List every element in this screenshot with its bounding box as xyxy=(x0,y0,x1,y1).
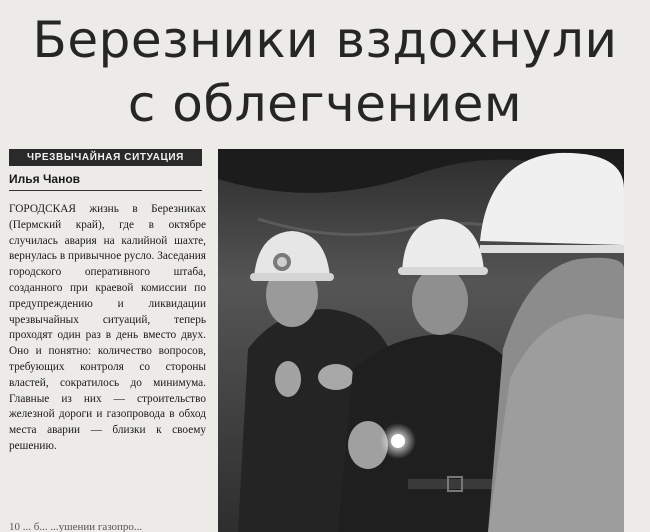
headline xyxy=(0,8,650,136)
headline-line-1: Березники вздохнули xyxy=(32,11,618,69)
author-byline: Илья Чанов xyxy=(9,172,81,186)
byline-divider xyxy=(9,190,202,191)
next-paragraph-fragment: 10 ... б... ...ушении газопро... xyxy=(9,521,143,532)
article-body: ГОРОДСКАЯ жизнь в Березниках (Пермский край), где в октябре случилась авария на калийной шахте, вернулась в привычное русло. Заседания городского оперативного штаба, созданного при краевой комиссии по предупреждению и ликвидации чрезвычайных ситуаций, теперь проходят один раз в день вместо двух. Оно и понятно: количество вопросов, требующих контроля со стороны властей, сократилось до минимума. Главные из них — строительство железной дороги и газопровода в обход места аварии — близки к своему решению. xyxy=(9,203,206,452)
article-photo xyxy=(218,149,624,532)
headline-line-2: с облегчением xyxy=(127,75,523,133)
section-rubric: ЧРЕЗВЫЧАЙНАЯ СИТУАЦИЯ xyxy=(9,149,202,166)
miners-photo-illustration xyxy=(218,149,624,532)
